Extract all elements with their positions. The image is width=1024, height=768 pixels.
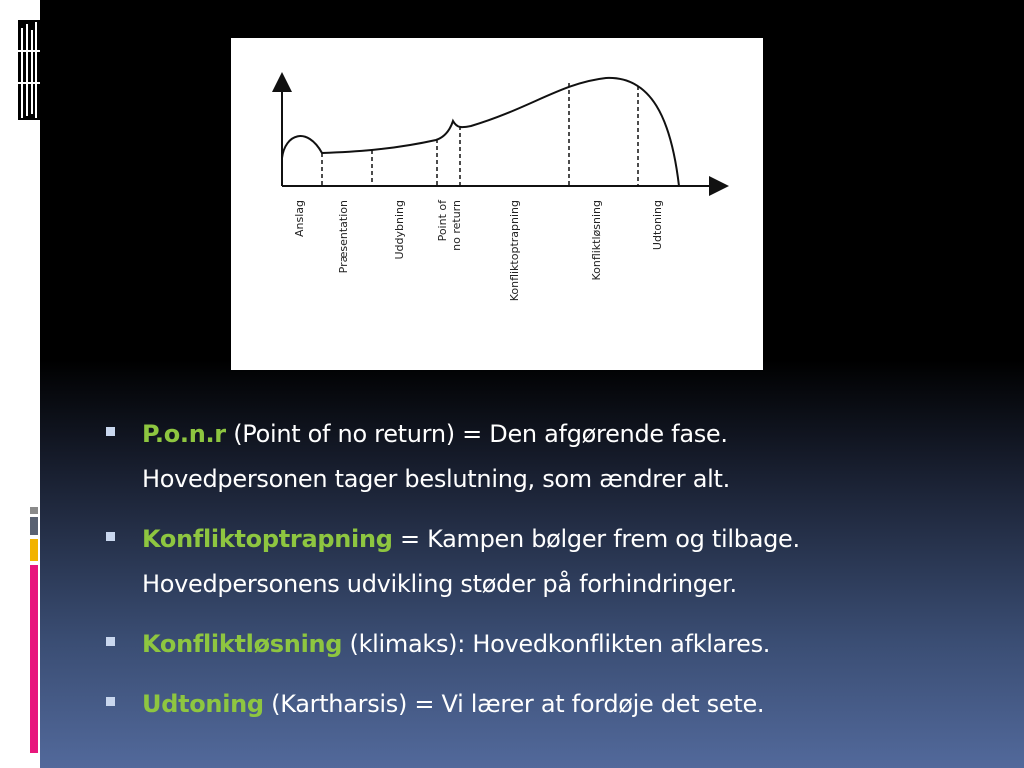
bullet-text-line2: Hovedpersonens udvikling støder på forhindringer. [142,570,737,598]
bullet-text: (klimaks): Hovedkonflikten afklares. [342,630,771,658]
phase-label-konfliktloesning: Konfliktløsning [590,200,603,281]
bullet-term: Konfliktløsning [142,630,343,658]
bullet-term: Udtoning [142,690,264,718]
square-bullet-icon [106,427,115,436]
square-bullet-icon [106,532,115,541]
phase-label-praesentation: Præsentation [337,200,350,274]
bullet-text: = Kampen bølger frem og tilbage. [392,525,800,553]
accent-bar-pink [30,565,38,753]
bullet-item-konfliktoptrapning [104,517,994,607]
phase-label-uddybning: Uddybning [393,200,406,260]
bullet-list [104,412,994,742]
bullet-term: P.o.n.r [142,420,226,448]
story-curve-svg [231,38,763,370]
bullet-text: (Point of no return) = Den afgørende fase. [225,420,728,448]
phase-label-udtoning: Udtoning [651,200,664,251]
phase-label-konfliktoptrapning: Konfliktoptrapning [508,200,521,302]
bullet-item-ponr [104,412,994,502]
bullet-text: (Kartharsis) = Vi lærer at fordøje det sete. [263,690,765,718]
accent-bar-gray [30,517,38,535]
left-accent-strip [0,0,40,768]
accent-bar-yellow [30,539,38,561]
phase-label-point-of: Point of [436,200,449,242]
phase-label-anslag: Anslag [293,200,306,238]
tension-curve [282,78,679,186]
accent-bar-gray-light [30,507,38,514]
bullet-item-konfliktloesning [104,622,994,667]
bullet-item-udtoning [104,682,994,727]
story-curve-diagram [231,38,763,370]
window-pattern-icon [18,20,40,120]
square-bullet-icon [106,697,115,706]
square-bullet-icon [106,637,115,646]
phase-label-no-return: no return [450,200,463,251]
bullet-term: Konfliktoptrapning [142,525,393,553]
bullet-text-line2: Hovedpersonen tager beslutning, som ændrer alt. [142,465,730,493]
